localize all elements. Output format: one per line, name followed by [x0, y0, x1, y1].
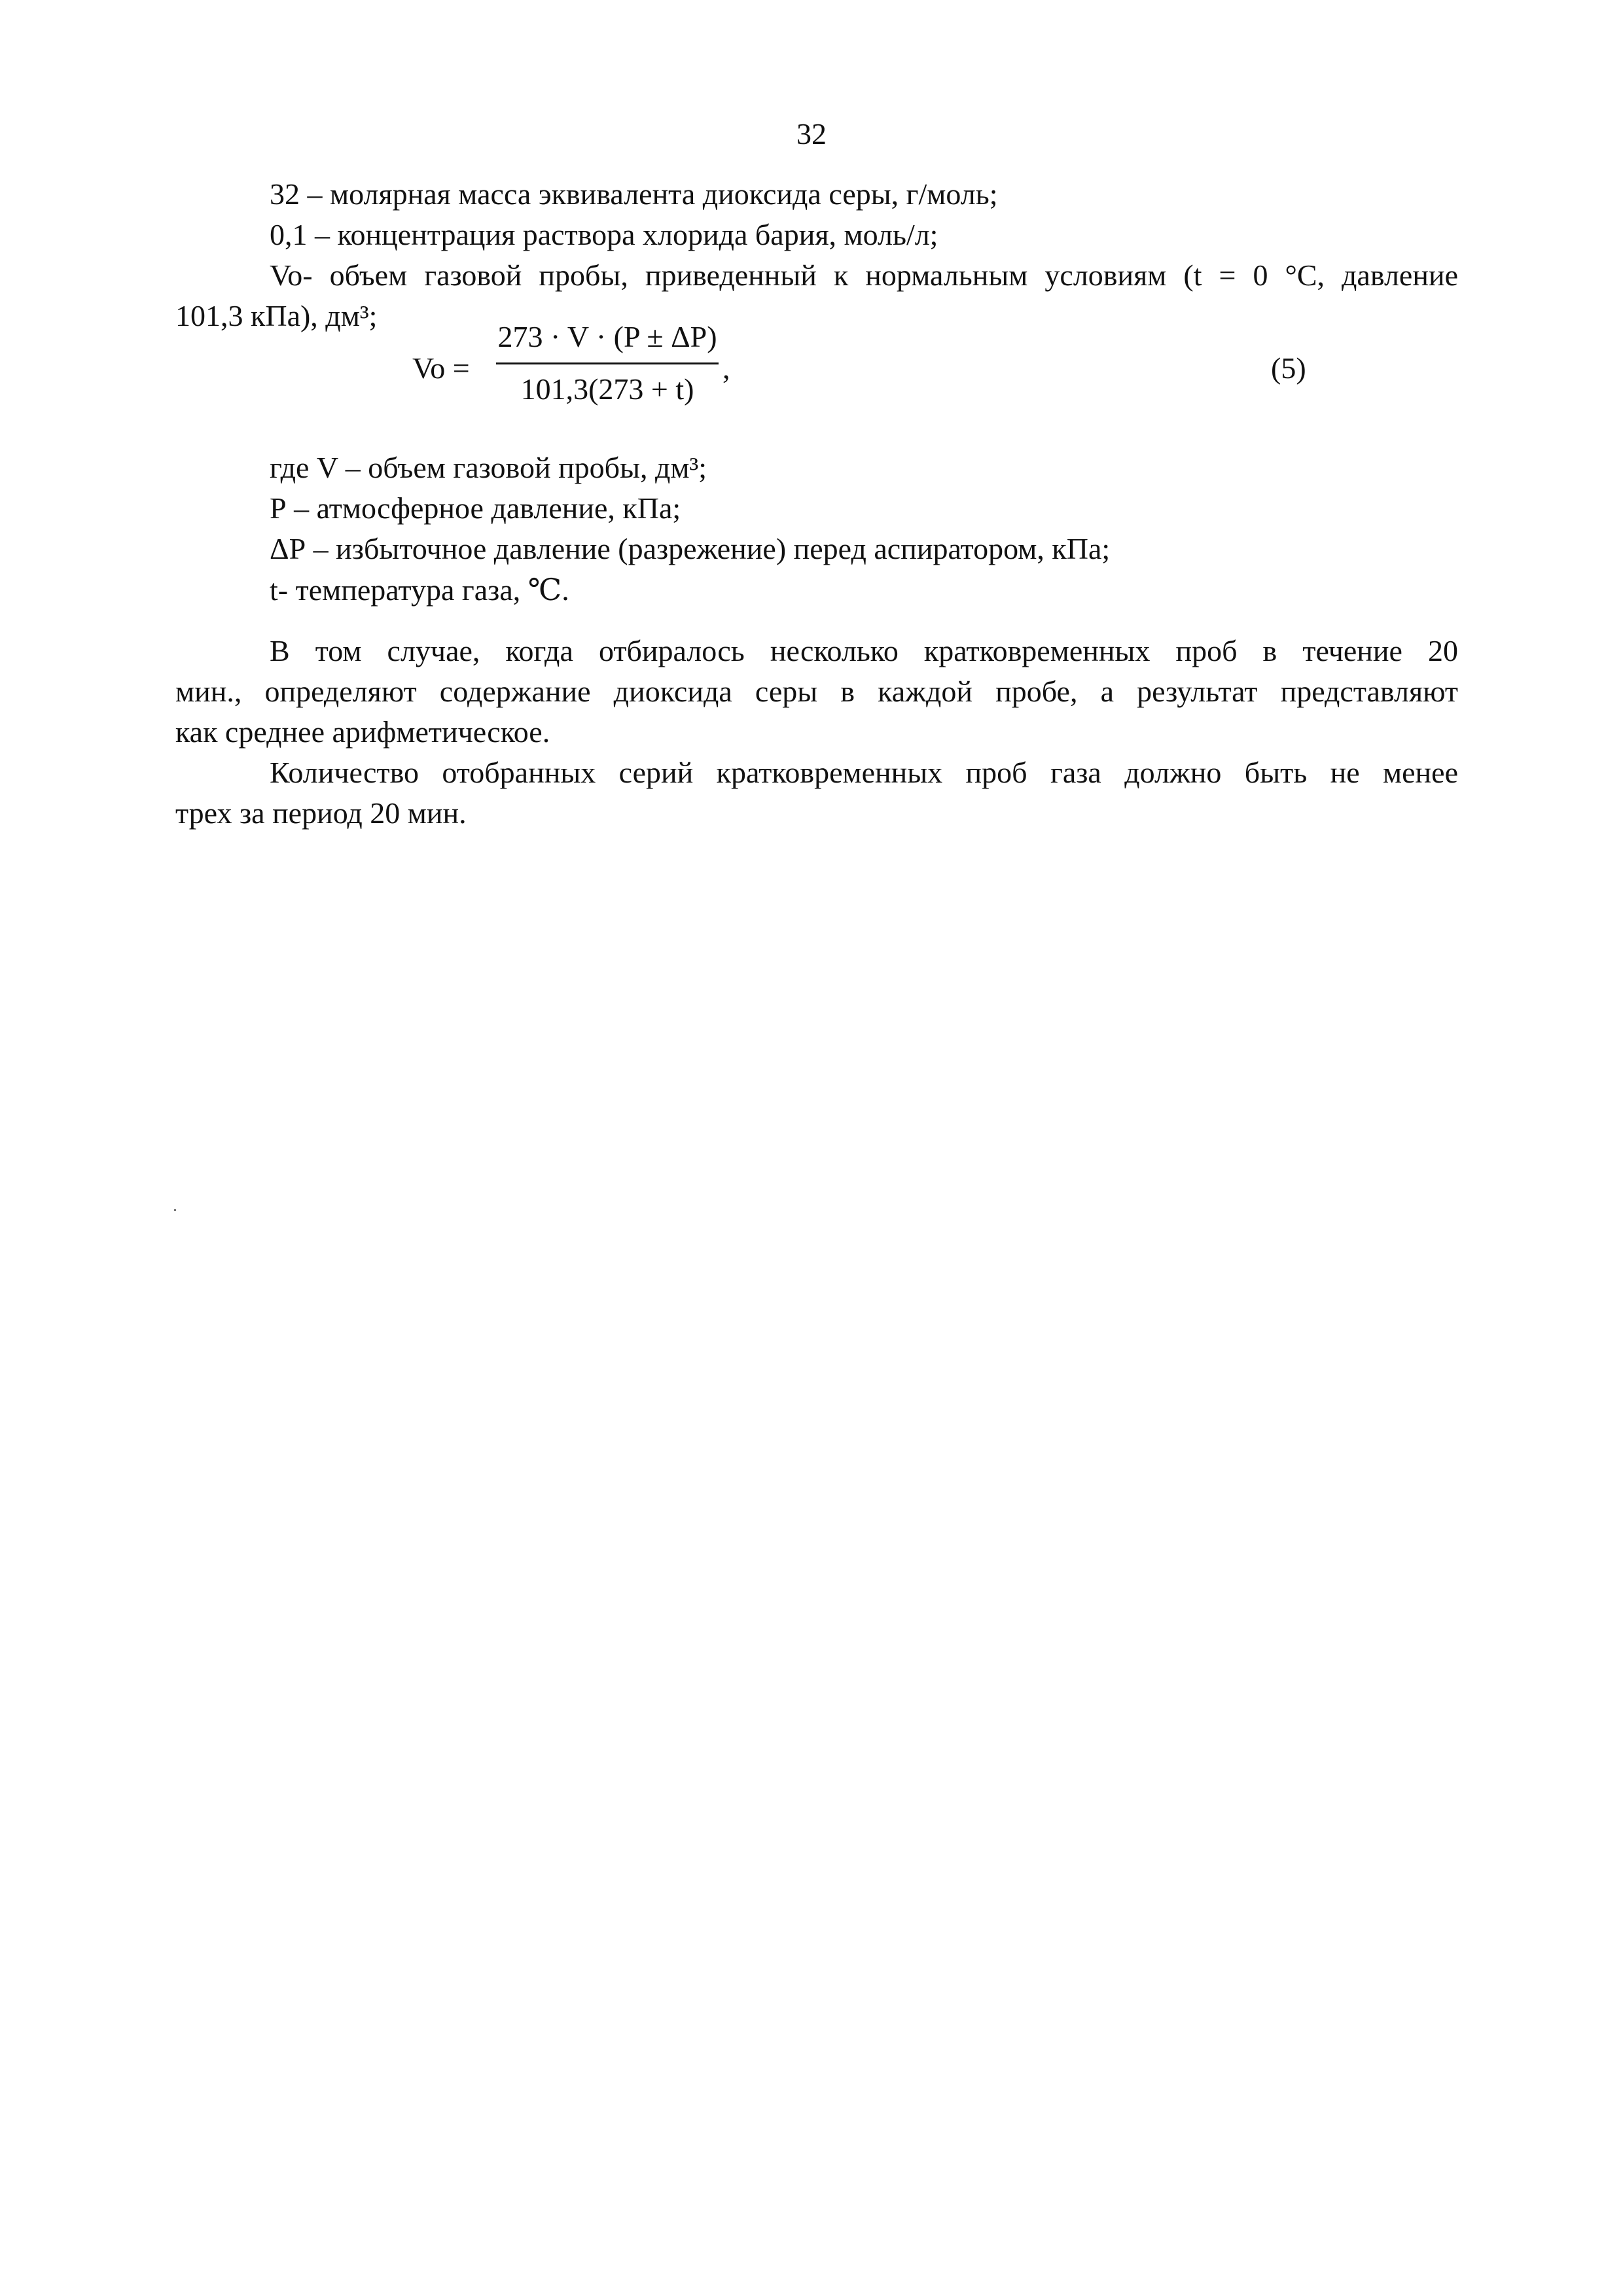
formula-5 [412, 319, 818, 424]
definition-p: Р – атмосферное давление, кПа; [270, 491, 681, 525]
paragraph-1-line-3: как среднее арифметическое. [175, 715, 550, 749]
formula-number: (5) [1271, 351, 1306, 385]
formula-lhs: Vo = [412, 351, 470, 385]
paragraph-2-line-1: Количество отобранных серий кратковременных проб газа должно быть не менее [270, 756, 1458, 789]
definition-molar-mass: 32 – молярная масса эквивалента диоксида серы, г/моль; [270, 177, 998, 211]
paragraph-1-line-2: мин., определяют содержание диоксида серы в каждой пробе, а результат представляют [175, 675, 1458, 708]
formula-denominator: 101,3(273 + t) [520, 372, 694, 406]
formula-comma: , [722, 351, 730, 385]
page-number: 32 [796, 117, 827, 150]
definition-volume-line-1: Vo- объем газовой пробы, приведенный к нормальным условиям (t = 0 °С, давление [270, 258, 1458, 292]
definition-delta-p: ΔР – избыточное давление (разрежение) перед аспиратором, кПа; [270, 532, 1111, 565]
definition-volume-line-2: 101,3 кПа), дм³; [175, 299, 378, 332]
definition-t: t- температура газа, ℃. [270, 573, 569, 607]
definition-v: где V – объем газовой пробы, дм³; [270, 451, 707, 484]
definition-concentration: 0,1 – концентрация раствора хлорида бария, моль/л; [270, 218, 938, 251]
formula-numerator: 273 · V · (P ± ΔP) [497, 320, 717, 353]
paragraph-2-line-2: трех за период 20 мин. [175, 796, 467, 830]
fraction-bar [496, 362, 719, 364]
scan-speck [174, 1209, 176, 1211]
paragraph-1-line-1: В том случае, когда отбиралось несколько кратковременных проб в течение 20 [270, 634, 1458, 667]
